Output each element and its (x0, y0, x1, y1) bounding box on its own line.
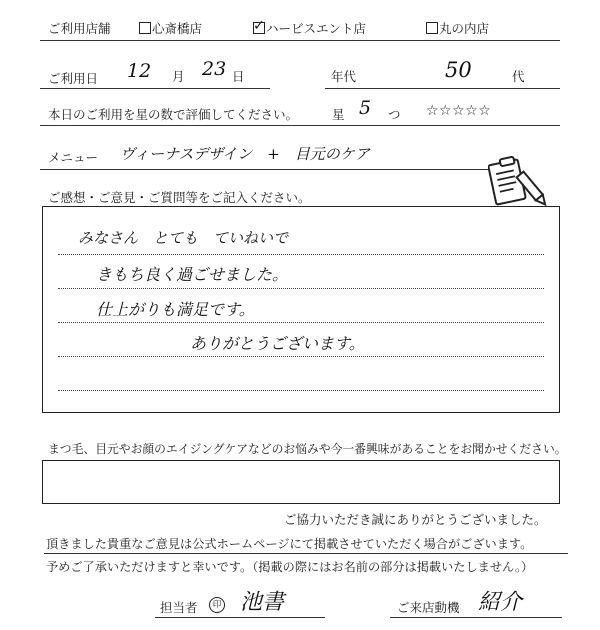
month-value[interactable]: 12 (127, 60, 152, 82)
age-label: 年代 (331, 69, 357, 84)
checkbox-marunouchi[interactable] (426, 22, 438, 34)
divider (40, 88, 270, 89)
date-label: ご利用日 (48, 71, 99, 86)
disclaimer-line-2: 予めご了承いただけますと幸いです。（掲載の際にはお名前の部分は掲載いたしません。） (46, 560, 534, 574)
store-name-marunouchi: 丸の内店 (439, 21, 490, 36)
age-unit: 代 (512, 69, 525, 84)
feedback-line-4: ありがとうございます。 (190, 334, 365, 353)
stars-label: 星 (332, 107, 345, 122)
disclaimer-line-1: 頂きました貴重なご意見は公式ホームページにて掲載させていただく場合がございます。 (46, 537, 533, 551)
divider (40, 40, 560, 41)
age-value[interactable]: 50 (445, 58, 472, 82)
seal-icon: 印 (209, 597, 225, 613)
dotted-line (58, 356, 544, 357)
divider (40, 125, 560, 126)
day-unit: 日 (232, 69, 245, 84)
dotted-line (58, 390, 544, 391)
checkbox-shinsaibashi[interactable] (139, 22, 151, 34)
dotted-line (58, 322, 544, 323)
feedback-label: ご感想・ご意見・ご質問等をご記入ください。 (48, 190, 311, 205)
motive-value[interactable]: 紹介 (478, 590, 523, 615)
store-label: ご利用店舗 (48, 21, 111, 36)
thanks-text: ご協力いただき誠にありがとうございました。 (284, 512, 547, 527)
divider (325, 88, 560, 89)
divider (40, 169, 490, 170)
store-name-herbis-ent: ハービスエント店 (266, 21, 367, 36)
store-name-shinsaibashi: 心斎橋店 (152, 21, 203, 36)
dotted-line (58, 288, 544, 289)
staff-label: 担当者 (160, 600, 198, 615)
store-option-shinsaibashi[interactable] (139, 19, 202, 37)
rating-question: 本日のご利用を星の数で評価してください。 (48, 107, 299, 122)
star-rating-icons[interactable]: ☆☆☆☆☆ (426, 103, 492, 119)
divider (44, 553, 568, 554)
motive-label: ご来店動機 (397, 600, 460, 615)
concerns-label: まつ毛、目元やお顔のエイジングケアなどのお悩みや今一番興味があることをお聞かせください。 (48, 442, 567, 456)
store-option-marunouchi[interactable] (426, 19, 489, 37)
menu-label: メニュー (48, 150, 99, 165)
check-mark-icon: ✓ (253, 18, 265, 34)
stars-value[interactable]: 5 (359, 97, 372, 119)
checkbox-herbis-ent[interactable] (253, 18, 265, 34)
clipboard-pencil-icon (488, 152, 550, 214)
dotted-line (58, 254, 544, 255)
stars-unit: つ (388, 107, 401, 122)
feedback-line-1: みなさん とても ていねいで (78, 229, 289, 247)
day-value[interactable]: 23 (202, 58, 227, 80)
divider (155, 617, 325, 618)
staff-name[interactable]: 池書 (240, 590, 285, 615)
concerns-textarea[interactable] (42, 460, 560, 504)
feedback-line-2: きもち良く過ごせました。 (96, 265, 289, 284)
divider (390, 617, 562, 618)
menu-value[interactable]: ヴィーナスデザイン + 目元のケア (120, 145, 370, 163)
feedback-line-3: 仕上がりも満足です。 (96, 300, 255, 319)
month-unit: 月 (172, 69, 185, 84)
store-option-herbis-ent[interactable] (253, 19, 366, 37)
